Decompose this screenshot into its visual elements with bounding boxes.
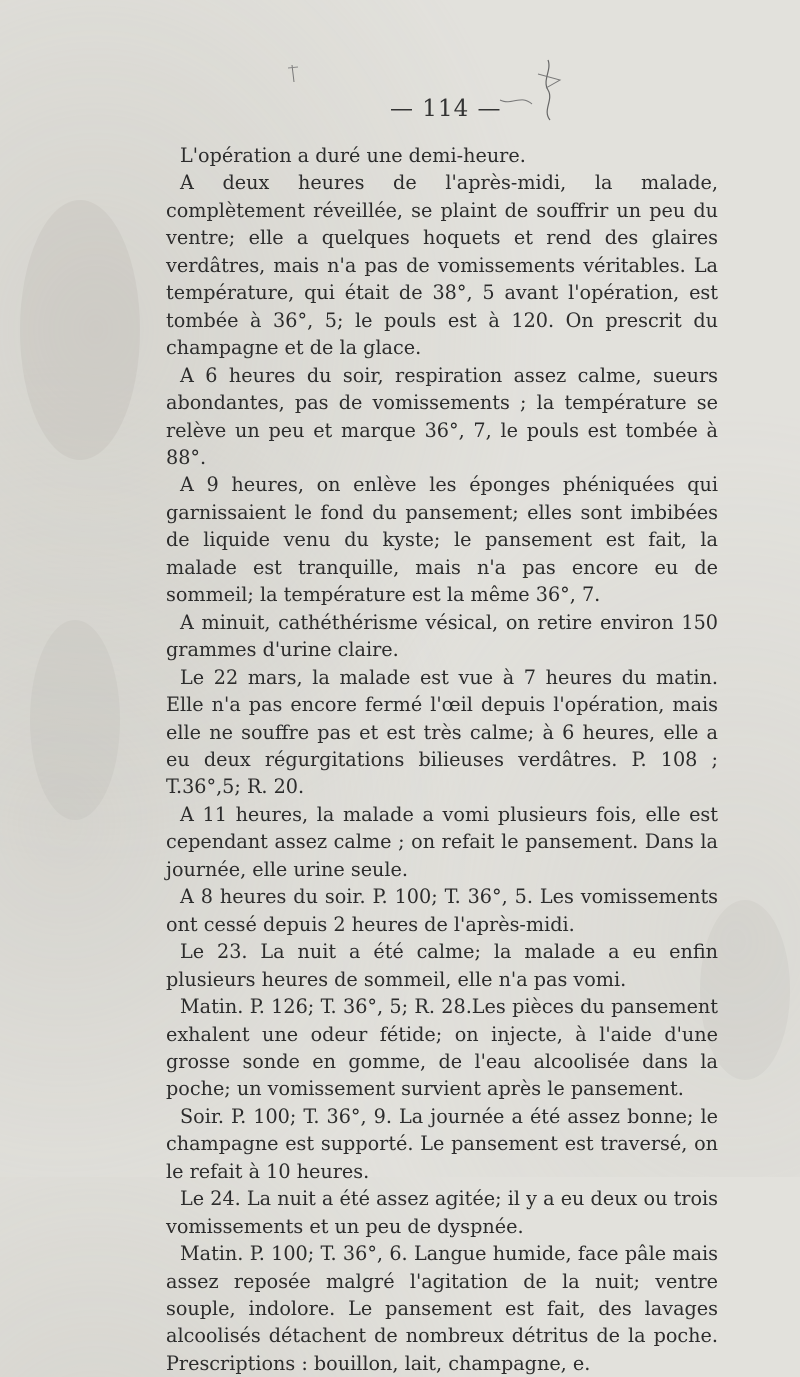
paragraph: Matin. P. 126; T. 36°, 5; R. 28.Les pièces du pansement exhalent une odeur fétide; on injecte, à l'aide d'une grosse sonde en gomme, de l'eau alcoolisée dans la poche; un vomissement survient après le pansement.: [166, 995, 718, 1101]
paragraph: A deux heures de l'après-midi, la malade, complètement réveillée, se plaint de souffrir un peu du ventre; elle a quelques hoquets et rend des glaires verdâtres, mais n'a pas de vomissements véritables. La température, qui était de 38°, 5 avant l'opération, est tombée à 36°, 5; le pouls est à 120. On prescrit du champagne et de la glace.: [166, 171, 718, 360]
page-number: — 114 —: [390, 96, 502, 122]
paragraph: Le 22 mars, la malade est vue à 7 heures du matin. Elle n'a pas encore fermé l'œil depuis l'opération, mais elle ne souffre pas et est très calme; à 6 heures, elle a eu deux régurgitations bilieuses verdâtres. P. 108 ; T.36°,5; R. 20.: [166, 665, 718, 799]
paper-stain: [30, 620, 120, 820]
paper-stain: [20, 200, 140, 460]
paragraph: Matin. P. 100; T. 36°, 6. Langue humide, face pâle mais assez reposée malgré l'agitation de la nuit; ventre souple, indolore. Le pansement est fait, des lavages alcoolisés détachent de nombreux détritus de la poche. Prescriptions : bouillon, lait, champagne, e.: [166, 1242, 718, 1375]
paragraph: Le 24. La nuit a été assez agitée; il y a eu deux ou trois vomissements et un peu de dyspnée.: [166, 1187, 718, 1238]
paragraph: A 11 heures, la malade a vomi plusieurs fois, elle est cependant assez calme ; on refait le pansement. Dans la journée, elle urine seule.: [166, 802, 718, 881]
paragraph: Soir. P. 100; T. 36°, 9. La journée a été assez bonne; le champagne est supporté. Le pansement est traversé, on le refait à 10 heures.: [166, 1104, 718, 1183]
paragraph: A 9 heures, on enlève les éponges phéniquées qui garnissaient le fond du pansement; elles sont imbibées de liquide venu du kyste; le pansement est fait, la malade est tranquille, mais n'a pas encore eu de sommeil; la température est la même 36°, 7.: [166, 473, 718, 607]
paragraph: Le 23. La nuit a été calme; la malade a eu enfin plusieurs heures de sommeil, elle n'a pas vomi.: [166, 940, 718, 991]
paragraph: A minuit, cathéthérisme vésical, on retire environ 150 grammes d'urine claire.: [166, 610, 718, 662]
paragraph: L'opération a duré une demi-heure.: [180, 144, 526, 167]
paragraph: A 6 heures du soir, respiration assez calme, sueurs abondantes, pas de vomissements ; la température se relève un peu et marque 36°, 7, le pouls est tombée à 88°.: [166, 363, 718, 469]
paragraph: A 8 heures du soir. P. 100; T. 36°, 5. Les vomissements ont cessé depuis 2 heures de l'après-midi.: [166, 885, 718, 936]
body-text: [166, 142, 718, 1377]
